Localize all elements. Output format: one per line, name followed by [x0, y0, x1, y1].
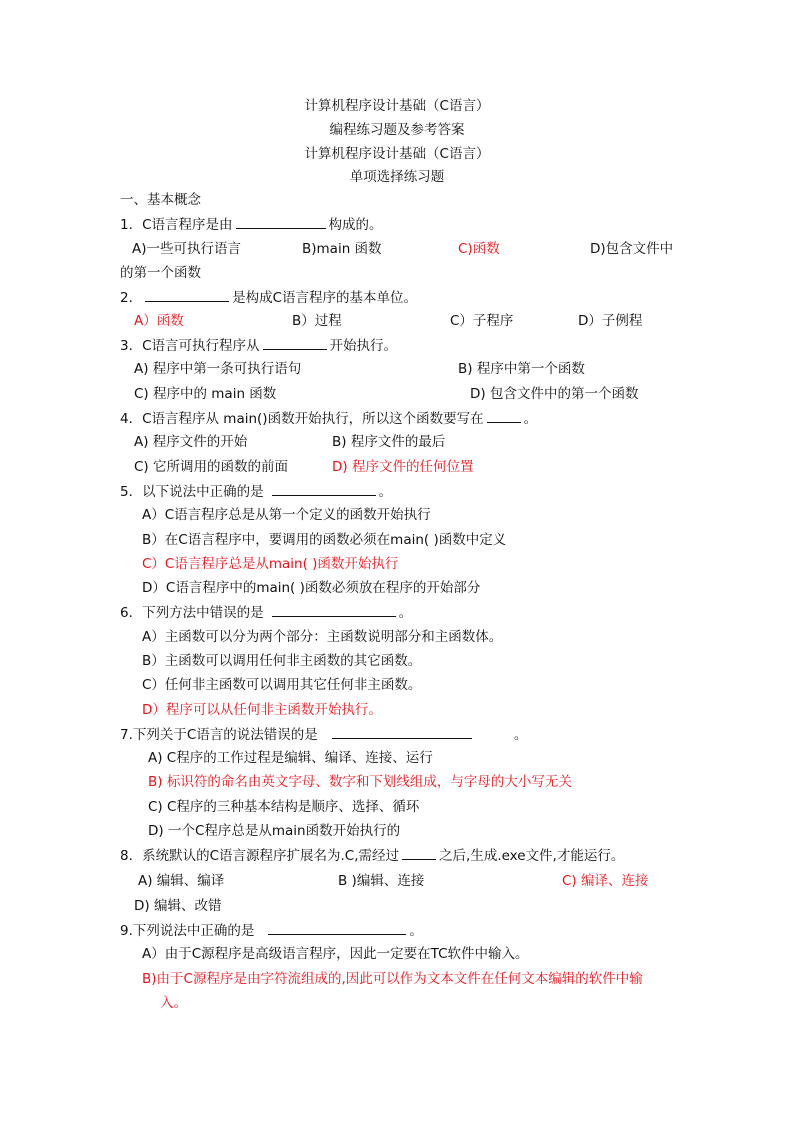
- question-1: [120, 215, 383, 234]
- question-3-stem: 3．C语言可执行程序从: [120, 338, 260, 354]
- answer-blank: [236, 215, 326, 229]
- question-7-stem: 7.下列关于C语言的说法错误的是: [120, 727, 318, 743]
- q1-option-d-cont: 的第一个函数: [120, 265, 201, 281]
- q8-option-d: D) 编辑、改错: [134, 898, 222, 914]
- question-9: [120, 921, 423, 940]
- question-5-stem: 5．以下说法中正确的是: [120, 484, 264, 500]
- q4-option-a: A) 程序文件的开始: [134, 434, 248, 450]
- q6-option-d: D）程序可以从任何非主函数开始执行。: [142, 702, 382, 718]
- answer-blank: [268, 921, 406, 935]
- q3-option-d: D) 包含文件中的第一个函数: [470, 386, 639, 402]
- q4-option-d: D) 程序文件的任何位置: [332, 459, 474, 475]
- q7-option-b: B) 标识符的命名由英文字母、数字和下划线组成，与字母的大小写无关: [148, 774, 572, 790]
- question-4-stem: 4．C语言程序从 main()函数开始执行，所以这个函数要写在: [120, 411, 484, 427]
- question-7-stem-end: 。: [513, 727, 528, 743]
- question-3: [120, 336, 397, 355]
- question-5-stem-end: 。: [378, 484, 393, 500]
- doc-title-2: 编程练习题及参考答案: [329, 122, 465, 138]
- answer-blank: [487, 409, 521, 423]
- answer-blank: [402, 846, 436, 860]
- question-5: [120, 482, 392, 501]
- question-3-stem-end: 开始执行。: [329, 338, 398, 354]
- q5-option-b: B）在C语言程序中，要调用的函数必须在main( )函数中定义: [142, 532, 507, 548]
- question-2-stem: 是构成C语言程序的基本单位。: [232, 290, 418, 306]
- q9-option-b: B)由于C源程序是由字符流组成的,因此可以作为文本文件在任何文本编辑的软件中输: [142, 971, 643, 987]
- doc-title-1: 计算机程序设计基础（C语言）: [304, 98, 490, 114]
- doc-title-4: 单项选择练习题: [349, 169, 445, 185]
- q8-option-c: C) 编译、连接: [562, 873, 649, 889]
- q8-option-a: A) 编辑、编译: [138, 873, 225, 889]
- question-6-stem-end: 。: [398, 605, 413, 621]
- q7-option-c: C) C程序的三种基本结构是顺序、选择、循环: [148, 799, 420, 815]
- q2-option-d: D）子例程: [578, 313, 643, 329]
- q1-option-b: B)main 函数: [302, 241, 382, 257]
- q6-option-a: A）主函数可以分为两个部分：主函数说明部分和主函数体。: [142, 629, 503, 645]
- q3-option-c: C) 程序中的 main 函数: [134, 386, 277, 402]
- answer-blank: [263, 336, 327, 350]
- q4-option-c: C) 它所调用的函数的前面: [134, 459, 288, 475]
- question-2-number: 2．: [120, 290, 143, 306]
- section-heading: 一、基本概念: [120, 192, 201, 208]
- q7-option-d: D) 一个C程序总是从main函数开始执行的: [148, 823, 401, 839]
- q8-option-b: B )编辑、连接: [338, 873, 425, 889]
- question-4-stem-end: 。: [523, 411, 538, 427]
- q9-option-b-cont: 入。: [160, 995, 187, 1011]
- answer-blank: [145, 288, 229, 302]
- question-4: [120, 409, 537, 428]
- q1-option-d: D)包含文件中: [590, 241, 674, 257]
- answer-blank: [272, 603, 396, 617]
- question-1-stem: 1．C语言程序是由: [120, 217, 233, 233]
- question-8-stem-end: 之后,生成.exe文件,才能运行。: [439, 848, 625, 864]
- q2-option-b: B）过程: [292, 313, 342, 329]
- q5-option-c: C）C语言程序总是从main( )函数开始执行: [142, 556, 399, 572]
- question-9-stem-end: 。: [409, 923, 423, 939]
- question-1-stem-end: 构成的。: [328, 217, 383, 233]
- q7-option-a: A) C程序的工作过程是编辑、编译、连接、运行: [148, 750, 433, 766]
- question-8-stem: 8．系统默认的C语言源程序扩展名为.C,需经过: [120, 848, 400, 864]
- q5-option-d: D）C语言程序中的main( )函数必须放在程序的开始部分: [142, 580, 481, 596]
- question-9-stem: 9.下列说法中正确的是: [120, 923, 255, 939]
- q6-option-c: C）任何非主函数可以调用其它任何非主函数。: [142, 677, 422, 693]
- q1-option-a: A)一些可执行语言: [132, 241, 242, 257]
- question-8: [120, 846, 624, 865]
- q3-option-b: B) 程序中第一个函数: [458, 361, 585, 377]
- question-6: [120, 603, 412, 622]
- doc-title-3: 计算机程序设计基础（C语言）: [304, 146, 490, 162]
- answer-blank: [272, 482, 376, 496]
- answer-blank: [332, 725, 472, 739]
- q2-option-a: A）函数: [134, 313, 184, 329]
- q4-option-b: B) 程序文件的最后: [332, 434, 446, 450]
- q3-option-a: A) 程序中第一条可执行语句: [134, 361, 302, 377]
- q6-option-b: B）主函数可以调用任何非主函数的其它函数。: [142, 653, 422, 669]
- q9-option-a: A）由于C源程序是高级语言程序，因此一定要在TC软件中输入。: [142, 946, 529, 962]
- question-6-stem: 6．下列方法中错误的是: [120, 605, 264, 621]
- q5-option-a: A）C语言程序总是从第一个定义的函数开始执行: [142, 507, 431, 523]
- q2-option-c: C）子程序: [450, 313, 514, 329]
- question-7: [120, 725, 527, 744]
- q1-option-c: C)函数: [458, 241, 500, 257]
- question-2: [120, 288, 417, 307]
